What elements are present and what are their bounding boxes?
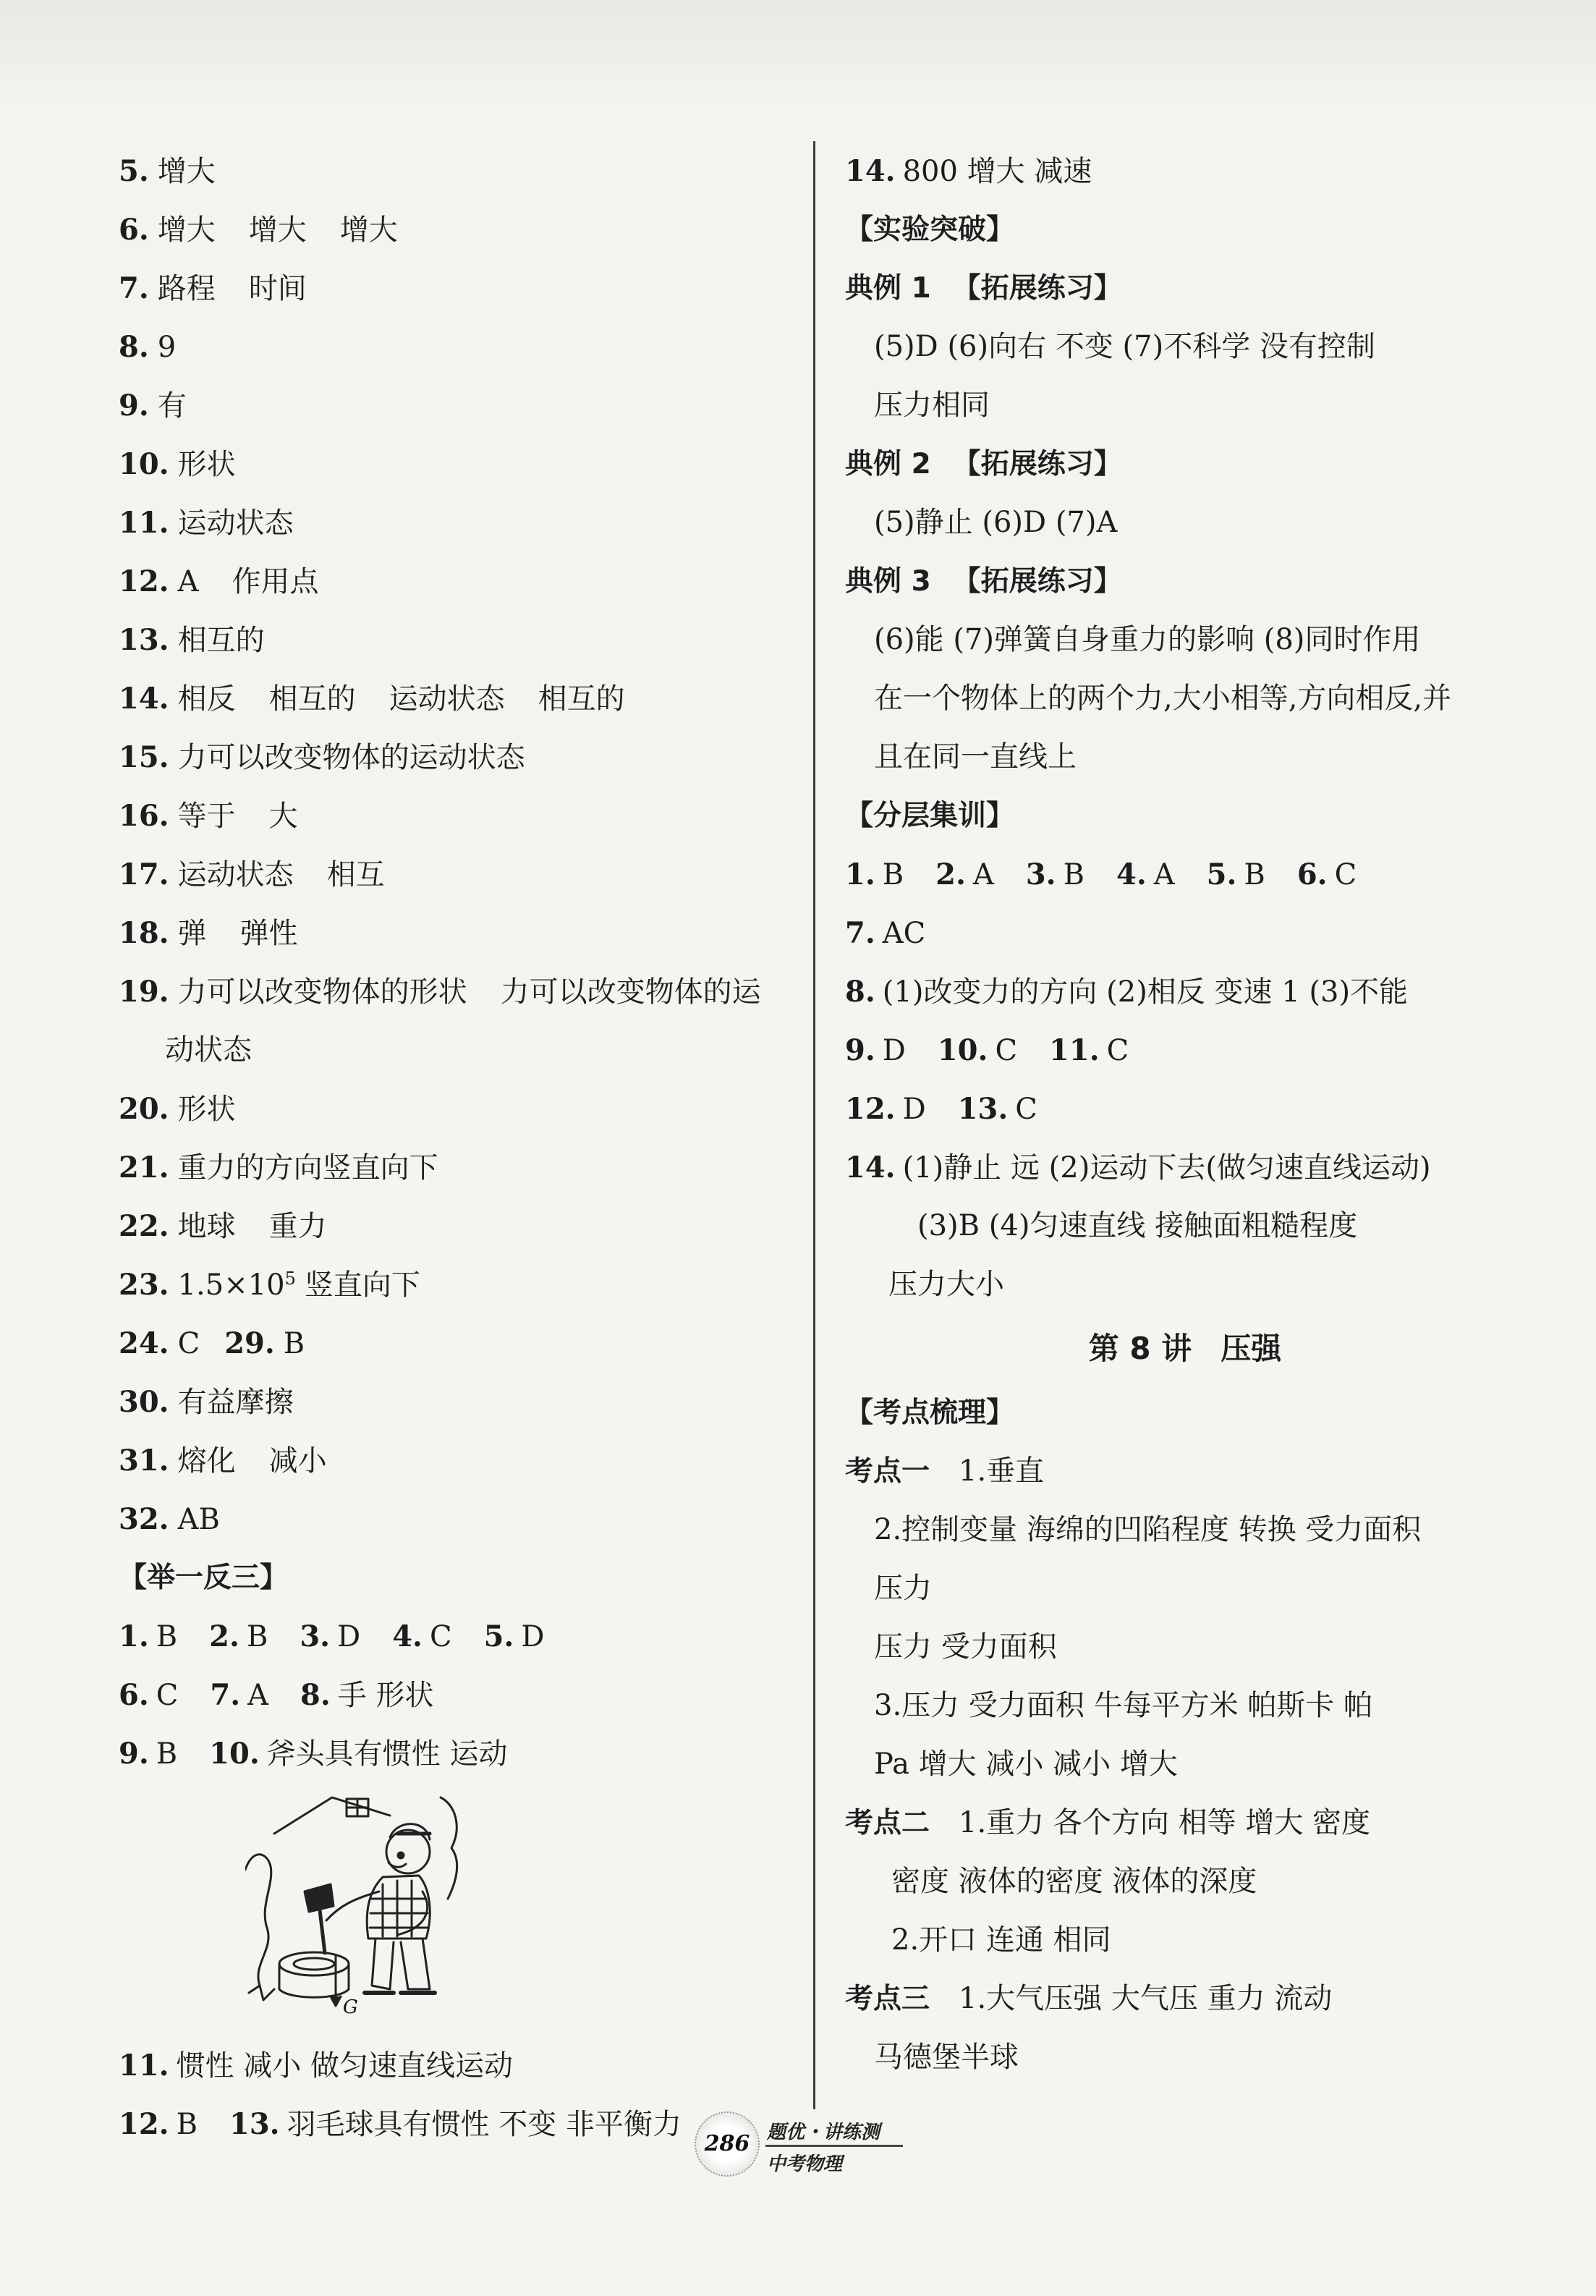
example-1-answers <box>845 318 1525 435</box>
item-answer: 力可以改变物体的运动状态 <box>177 741 525 774</box>
item-answer: A <box>972 858 994 891</box>
after-figure-line <box>119 2036 799 2095</box>
item-number: 11. <box>119 2049 169 2083</box>
item-number: 9. <box>845 1033 875 1067</box>
item-number: 20. <box>119 1092 169 1126</box>
jyfs-line <box>119 1666 799 1724</box>
left-item <box>119 1431 799 1490</box>
item-number: 11. <box>1049 1033 1100 1067</box>
item-number: 6. <box>119 213 149 247</box>
example-2-answers <box>845 493 1525 552</box>
item-answer: AC <box>882 917 926 950</box>
item-answer: 羽毛球具有惯性 不变 非平衡力 <box>286 2108 682 2141</box>
left-item <box>119 259 799 318</box>
footer-subject: 中考物理 <box>767 2153 843 2175</box>
item-answer: A <box>247 1679 269 1712</box>
left-item <box>119 552 799 611</box>
fcjx-line <box>845 1021 1525 1080</box>
left-item <box>119 787 799 845</box>
left-item <box>119 142 799 200</box>
left-item <box>119 376 799 435</box>
item-number: 13. <box>957 1092 1009 1126</box>
lecture-title: 压强 <box>1221 1331 1282 1366</box>
item-number: 14. <box>845 1151 896 1185</box>
lecture-heading <box>845 1314 1525 1384</box>
item-answer: 相互 <box>326 858 385 891</box>
left-item <box>119 962 799 1021</box>
item-answer: 地球 <box>177 1210 236 1243</box>
item-answer: 竖直向下 <box>304 1268 420 1302</box>
item-number: 4. <box>1116 857 1147 891</box>
example-1-title: 典例 1 【拓展练习】 <box>845 272 1122 305</box>
fcjx-line <box>845 1138 1525 1197</box>
kd2-lines <box>845 1852 1525 1970</box>
lecture-number: 第 8 讲 <box>1088 1331 1192 1366</box>
item-number: 3. <box>300 1619 331 1653</box>
section-jyfs: 【举一反三】 <box>119 1562 289 1594</box>
kd-line: 压力 <box>874 1572 932 1605</box>
item-number: 2. <box>935 857 966 891</box>
item-number: 14. <box>119 682 169 716</box>
left-item <box>119 318 799 376</box>
item-answer: 形状 <box>177 1093 236 1126</box>
item-answer: 重力 <box>268 1210 327 1243</box>
item-number: 23. <box>119 1268 169 1302</box>
item-number: 11. <box>119 506 169 540</box>
item-answer: 相互的 <box>177 624 265 657</box>
item-answer: C <box>156 1679 179 1712</box>
kd3-lines <box>845 2028 1525 2087</box>
left-item <box>119 1080 799 1138</box>
example-line: 压力相同 <box>874 389 990 422</box>
kd-line: 2.开口 连通 相同 <box>891 1923 1111 1957</box>
fc-line-8: 压力大小 <box>888 1268 1004 1301</box>
item-answer: 相互的 <box>268 682 356 716</box>
kd1-first: 考点一 1.垂直 <box>845 1454 1045 1488</box>
item-number: 6. <box>119 1678 149 1712</box>
item-answer: (1)改变力的方向 (2)相反 变速 1 (3)不能 <box>882 975 1409 1009</box>
left-item <box>119 845 799 904</box>
item-number: 5. <box>483 1619 514 1653</box>
item-number: 1. <box>119 1619 149 1653</box>
right-item-14: 14. 800 增大 减速 <box>845 154 1092 188</box>
item-answer: B <box>283 1327 305 1360</box>
footer-rule <box>765 2145 903 2147</box>
item-answer: A <box>1153 858 1175 891</box>
item-answer: 手 形状 <box>337 1679 434 1712</box>
item-number: 16. <box>119 799 169 833</box>
item-answer: 重力的方向竖直向下 <box>177 1151 438 1185</box>
item-number: 12. <box>119 564 169 598</box>
item-answer: A <box>177 565 199 598</box>
fcjx-line <box>845 845 1525 904</box>
item-answer: B <box>246 1620 268 1653</box>
item-answer: 形状 <box>177 448 236 481</box>
left-item <box>119 200 799 259</box>
item-number: 12. <box>845 1092 896 1126</box>
kd3-first: 考点三 1.大气压强 大气压 重力 流动 <box>845 1982 1333 2015</box>
answer-continuation: 动状态 <box>165 1033 252 1067</box>
kd-line: 2.控制变量 海绵的凹陷程度 转换 受力面积 <box>874 1513 1422 1546</box>
item-answer: B <box>882 858 904 891</box>
item-number: 24. <box>119 1326 169 1360</box>
item-answer: B <box>1244 858 1265 891</box>
item-answer: C <box>1015 1093 1037 1126</box>
jyfs-answers <box>119 1607 799 1783</box>
left-item <box>119 669 799 728</box>
left-item <box>119 1138 799 1197</box>
item-answer: C <box>1334 858 1357 891</box>
item-answer: 力可以改变物体的形状 <box>177 975 467 1009</box>
item-answer: 惯性 减小 做匀速直线运动 <box>176 2049 514 2083</box>
item-answer: 斧头具有惯性 运动 <box>266 1737 508 1771</box>
left-item <box>119 493 799 552</box>
item-number: 12. <box>119 2107 169 2141</box>
kd-line: 3.压力 受力面积 牛每平方米 帕斯卡 帕 <box>874 1689 1373 1722</box>
item-answer: 作用点 <box>232 565 319 598</box>
item-answer: B <box>1063 858 1084 891</box>
item-answer: 1.5×10 <box>177 1268 285 1302</box>
example-line: 在一个物体上的两个力,大小相等,方向相反,并 <box>874 682 1452 715</box>
item-answer: C <box>429 1620 452 1653</box>
item-answer: 力可以改变物体的运 <box>500 975 761 1009</box>
left-item <box>119 1373 799 1431</box>
item-answer: 增大 <box>157 155 216 188</box>
item-number: 17. <box>119 857 169 891</box>
item-number: 10. <box>209 1737 260 1771</box>
example-2-title: 典例 2 【拓展练习】 <box>845 448 1122 480</box>
item-answer: 时间 <box>248 272 307 305</box>
item-answer: 运动状态 <box>389 682 505 716</box>
kd1-lines <box>845 1501 1525 1794</box>
left-item <box>119 435 799 493</box>
item-answer: 熔化 <box>177 1444 236 1478</box>
fc-line-7: (3)B (4)匀速直线 接触面粗糙程度 <box>917 1209 1358 1242</box>
jyfs-line <box>119 1724 799 1783</box>
left-item <box>119 1490 799 1549</box>
right-column <box>845 142 1525 2087</box>
item-number: 15. <box>119 740 169 774</box>
item-answer: 弹性 <box>239 917 298 950</box>
item-answer: 增大 <box>157 213 216 247</box>
item-number: 9. <box>119 389 149 423</box>
fcjx-line <box>845 1080 1525 1138</box>
footer-series: 题优・讲练测 <box>767 2122 880 2143</box>
item-number: 22. <box>119 1209 169 1243</box>
item-answer: 弹 <box>177 917 207 950</box>
left-item <box>119 1197 799 1255</box>
kd2-first: 考点二 1.重力 各个方向 相等 增大 密度 <box>845 1806 1371 1839</box>
item-number: 10. <box>119 447 169 481</box>
left-answer-list <box>119 142 799 1549</box>
item-number: 9. <box>119 1737 149 1771</box>
item-number: 8. <box>300 1678 331 1712</box>
item-number: 19. <box>119 975 169 1009</box>
example-3-answers <box>845 611 1525 787</box>
item-answer: AB <box>177 1503 220 1536</box>
item-number: 5. <box>1206 857 1237 891</box>
item-answer: 路程 <box>157 272 216 305</box>
figure-label-g: G <box>343 1996 358 2018</box>
kd-line: 压力 受力面积 <box>874 1630 1057 1664</box>
kd-line: 马德堡半球 <box>874 2041 1019 2074</box>
left-item <box>119 728 799 787</box>
item-number: 1. <box>845 857 875 891</box>
axe-man-drawing <box>245 1783 462 2022</box>
left-column <box>119 142 799 2153</box>
example-line: (6)能 (7)弹簧自身重力的影响 (8)同时作用 <box>874 623 1421 656</box>
item-answer: 大 <box>268 800 298 833</box>
item-number: 32. <box>119 1502 169 1536</box>
item-number: 21. <box>119 1151 169 1185</box>
example-line: (5)D (6)向右 不变 (7)不科学 没有控制 <box>874 330 1375 363</box>
item-number: 8. <box>845 975 875 1009</box>
item-number: 10. <box>937 1033 988 1067</box>
kd-line: Pa 增大 减小 减小 增大 <box>874 1748 1178 1781</box>
item-answer: 等于 <box>177 800 236 833</box>
left-item <box>119 611 799 669</box>
item-number: 7. <box>210 1678 241 1712</box>
item-answer: C <box>177 1327 200 1360</box>
kd-line: 密度 液体的密度 液体的深度 <box>891 1865 1257 1898</box>
item-answer: D <box>337 1620 361 1653</box>
example-line: (5)静止 (6)D (7)A <box>874 506 1118 539</box>
fcjx-line <box>845 962 1525 1021</box>
item-answer: 运动状态 <box>177 507 294 540</box>
page-number: 286 <box>695 2111 760 2177</box>
section-fcjx: 【分层集训】 <box>845 800 1015 832</box>
item-number: 8. <box>119 330 149 364</box>
item-answer: 有 <box>157 389 187 423</box>
fcjx-answers <box>845 845 1525 1197</box>
item-answer: D <box>882 1034 906 1067</box>
item-answer: B <box>156 1737 178 1771</box>
item-answer: 相反 <box>177 682 236 716</box>
item-answer: D <box>902 1093 926 1126</box>
item-answer: B <box>176 2108 198 2141</box>
item-answer: 相互的 <box>538 682 625 716</box>
item-number: 31. <box>119 1444 169 1478</box>
left-item <box>119 1021 799 1080</box>
item-number: 29. <box>224 1326 275 1360</box>
example-3-title: 典例 3 【拓展练习】 <box>845 565 1122 598</box>
section-kdsl: 【考点梳理】 <box>845 1397 1015 1429</box>
item-number: 2. <box>209 1619 239 1653</box>
figure-axe-illustration <box>119 1783 799 2022</box>
left-item <box>119 904 799 962</box>
item-answer: 运动状态 <box>177 858 294 891</box>
footer <box>695 2106 941 2185</box>
left-item <box>119 1314 799 1373</box>
column-divider <box>813 141 815 2109</box>
item-number: 13. <box>229 2107 280 2141</box>
item-answer: 增大 <box>339 213 398 247</box>
item-answer: B <box>156 1620 178 1653</box>
item-number: 7. <box>845 916 875 950</box>
item-number: 7. <box>119 271 149 305</box>
item-answer: C <box>995 1034 1018 1067</box>
item-answer: C <box>1106 1034 1129 1067</box>
example-line: 且在同一直线上 <box>874 740 1077 774</box>
item-answer: D <box>521 1620 545 1653</box>
exponent: 5 <box>284 1268 296 1289</box>
item-number: 30. <box>119 1385 169 1419</box>
jyfs-line <box>119 1607 799 1666</box>
item-number: 18. <box>119 916 169 950</box>
item-answer: 有益摩擦 <box>177 1386 294 1419</box>
item-answer: 减小 <box>268 1444 327 1478</box>
item-number: 3. <box>1025 857 1056 891</box>
left-item <box>119 1255 799 1314</box>
section-sytp: 【实验突破】 <box>845 213 1015 246</box>
item-answer: 增大 <box>248 213 307 247</box>
item-answer: (1)静止 远 (2)运动下去(做匀速直线运动) <box>902 1151 1431 1185</box>
item-answer: 9 <box>157 331 177 364</box>
fcjx-line <box>845 904 1525 962</box>
item-number: 13. <box>119 623 169 657</box>
item-number: 6. <box>1296 857 1328 891</box>
item-number: 4. <box>392 1619 423 1653</box>
item-number: 5. <box>119 154 149 188</box>
